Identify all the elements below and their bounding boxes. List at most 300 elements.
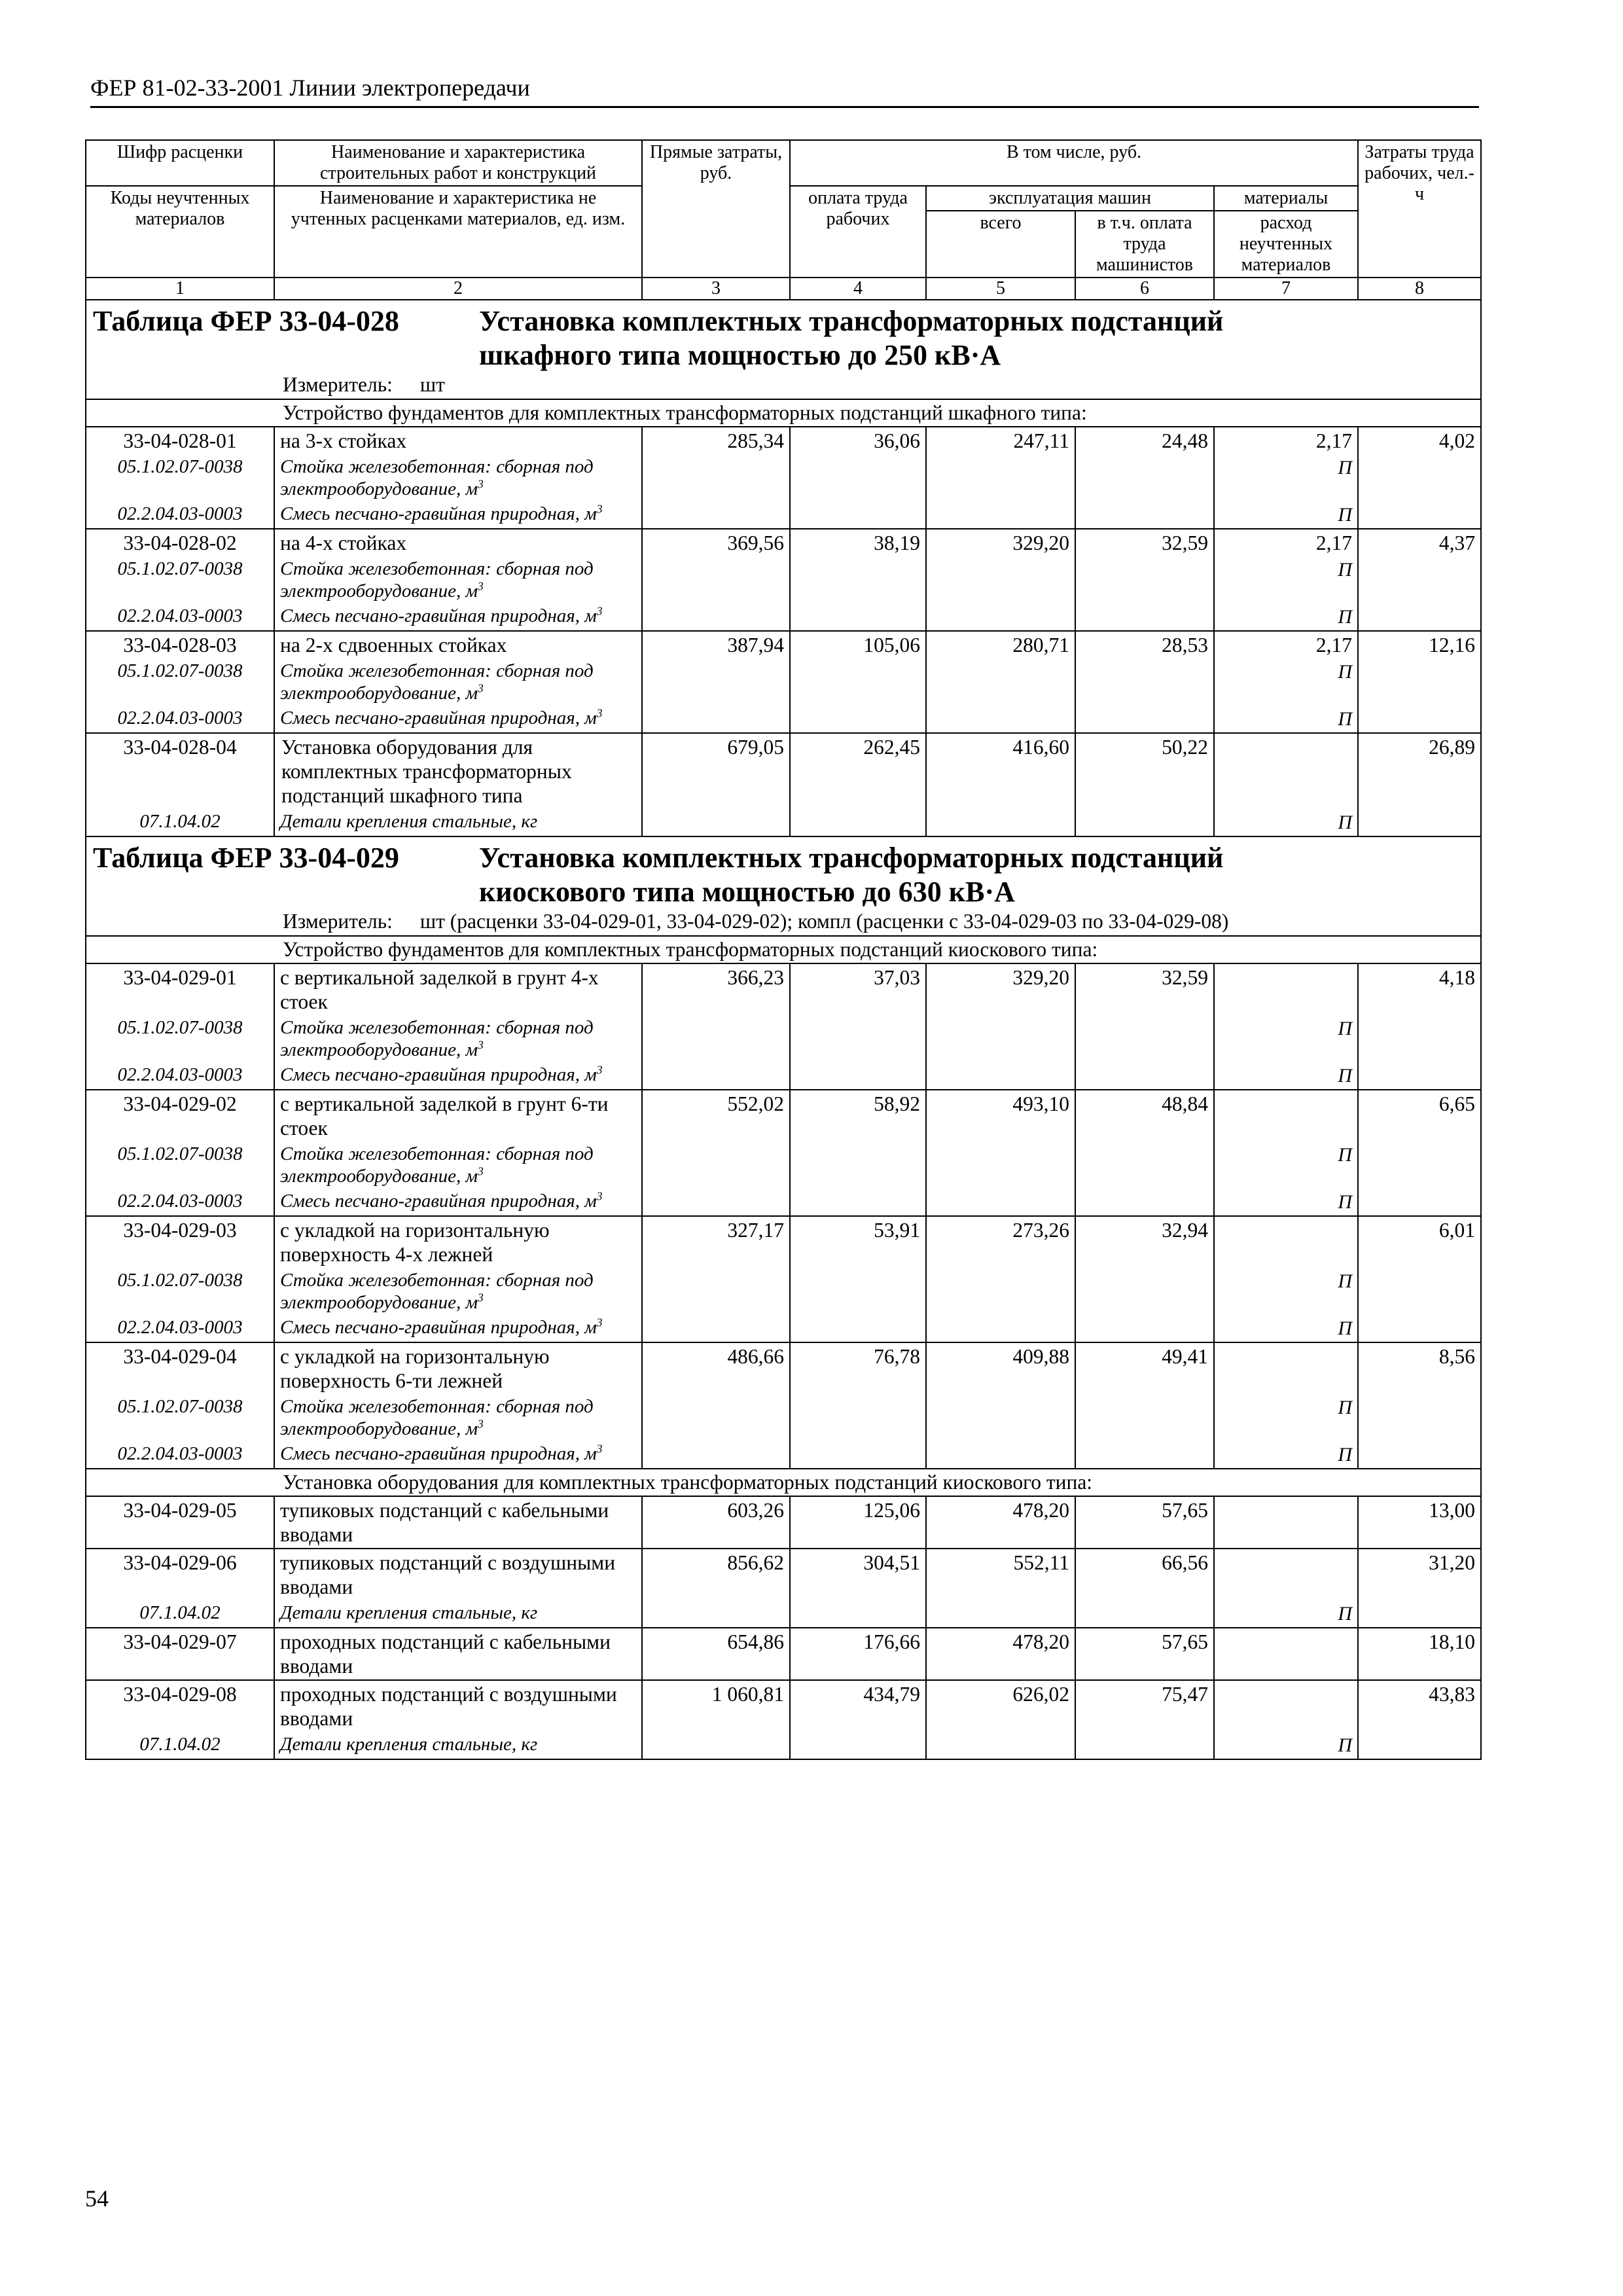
table-number-spacer	[93, 338, 479, 372]
material-code: 05.1.02.07-0038	[86, 658, 274, 706]
header-machine-ops: эксплуатация машин	[926, 186, 1214, 211]
measure-unit	[93, 909, 1474, 934]
machines-total: 478,20	[926, 1496, 1075, 1549]
empty-cell	[1358, 1315, 1481, 1342]
empty-cell	[1358, 1268, 1481, 1315]
machines-total: 478,20	[926, 1628, 1075, 1680]
empty-cell	[790, 1441, 926, 1469]
measure-value: шт	[419, 373, 445, 396]
table-title-line	[93, 304, 1474, 338]
labor-hours: 4,37	[1358, 529, 1481, 556]
material-flag: П	[1214, 1315, 1358, 1342]
table-title-continued: киоскового типа мощностью до 630 кВ·А	[479, 876, 1015, 908]
empty-cell	[790, 501, 926, 529]
empty-cell	[1075, 556, 1214, 603]
material-flag: П	[1214, 809, 1358, 836]
material-name	[274, 1394, 642, 1441]
empty-cell	[1075, 1315, 1214, 1342]
header-work-name: Наименование и характеристика строительных работ и конструкций	[274, 140, 642, 186]
material-name-text: Стойка железобетонная: сборная под электрооборудование, м	[280, 1143, 594, 1187]
materials-cost	[1214, 1549, 1358, 1600]
material-code: 07.1.04.02	[86, 1600, 274, 1628]
empty-cell	[642, 1441, 790, 1469]
empty-cell	[1075, 1062, 1214, 1090]
material-name	[274, 1268, 642, 1315]
section-heading: Устройство фундаментов для комплектных трансформаторных подстанций киоскового типа:	[86, 936, 1481, 963]
empty-cell	[1075, 1441, 1214, 1469]
header-machinists-pay: в т.ч. оплата труда машинистов	[1075, 211, 1214, 278]
empty-cell	[926, 501, 1075, 529]
rate-row	[86, 1628, 1481, 1680]
material-name-text: Смесь песчано-гравийная природная, м	[280, 1443, 597, 1464]
rate-name: проходных подстанций с кабельными вводами	[274, 1628, 642, 1680]
empty-cell	[1358, 1141, 1481, 1189]
material-code: 02.2.04.03-0003	[86, 1189, 274, 1216]
material-name	[274, 1315, 642, 1342]
labor-hours: 13,00	[1358, 1496, 1481, 1549]
empty-cell	[642, 706, 790, 733]
table-title-continued: шкафного типа мощностью до 250 кВ·А	[479, 339, 1001, 371]
section-heading-row	[86, 1469, 1481, 1496]
table-body	[86, 300, 1481, 1759]
section-heading-row	[86, 399, 1481, 427]
material-flag: П	[1214, 454, 1358, 501]
material-row	[86, 501, 1481, 529]
direct-costs: 856,62	[642, 1549, 790, 1600]
empty-cell	[790, 1394, 926, 1441]
rate-code: 33-04-029-06	[86, 1549, 274, 1600]
material-flag: П	[1214, 1600, 1358, 1628]
material-name	[274, 1189, 642, 1216]
empty-cell	[1075, 809, 1214, 836]
header-materials: материалы	[1214, 186, 1358, 211]
direct-costs: 387,94	[642, 631, 790, 658]
unit-superscript: 3	[596, 1189, 603, 1203]
rate-row	[86, 1496, 1481, 1549]
price-table	[85, 139, 1482, 1760]
materials-cost	[1214, 1496, 1358, 1549]
empty-cell	[642, 556, 790, 603]
machinists-pay: 32,59	[1075, 963, 1214, 1015]
material-name	[274, 658, 642, 706]
material-flag: П	[1214, 1268, 1358, 1315]
material-row	[86, 1315, 1481, 1342]
material-row	[86, 1015, 1481, 1062]
column-number: 4	[790, 278, 926, 300]
machines-total: 552,11	[926, 1549, 1075, 1600]
empty-cell	[926, 1600, 1075, 1628]
labor-hours: 4,02	[1358, 427, 1481, 454]
rate-code: 33-04-029-04	[86, 1342, 274, 1394]
empty-cell	[1358, 454, 1481, 501]
labor-hours: 43,83	[1358, 1680, 1481, 1732]
empty-cell	[790, 809, 926, 836]
unit-superscript: 3	[596, 1063, 603, 1077]
header-labor-pay: оплата труда рабочих	[790, 186, 926, 278]
material-flag: П	[1214, 1141, 1358, 1189]
empty-cell	[926, 1141, 1075, 1189]
material-row	[86, 1441, 1481, 1469]
empty-cell	[790, 706, 926, 733]
section-heading-row	[86, 936, 1481, 963]
empty-cell	[1075, 1189, 1214, 1216]
empty-cell	[790, 1189, 926, 1216]
empty-cell	[1358, 809, 1481, 836]
machines-total: 329,20	[926, 963, 1075, 1015]
material-name-text: Смесь песчано-гравийная природная, м	[280, 503, 597, 524]
empty-cell	[926, 706, 1075, 733]
empty-cell	[1075, 1600, 1214, 1628]
rate-name: на 3-х стойках	[274, 427, 642, 454]
header-rate-code: Шифр расценки	[86, 140, 274, 186]
table-title-row	[86, 836, 1481, 936]
direct-costs: 1 060,81	[642, 1680, 790, 1732]
material-row	[86, 809, 1481, 836]
table-title: Установка комплектных трансформаторных подстанций	[479, 305, 1224, 337]
material-name-text: Стойка железобетонная: сборная под электрооборудование, м	[280, 1396, 594, 1439]
empty-cell	[1358, 658, 1481, 706]
material-name-text: Стойка железобетонная: сборная под электрооборудование, м	[280, 1017, 594, 1060]
empty-cell	[926, 454, 1075, 501]
material-code: 02.2.04.03-0003	[86, 1441, 274, 1469]
empty-cell	[790, 1141, 926, 1189]
unit-superscript: 3	[477, 1164, 484, 1178]
machines-total: 329,20	[926, 529, 1075, 556]
empty-cell	[790, 1015, 926, 1062]
table-title-block	[86, 300, 1481, 399]
machines-total: 273,26	[926, 1216, 1075, 1268]
material-flag: П	[1214, 1062, 1358, 1090]
labor-pay: 76,78	[790, 1342, 926, 1394]
header-labor-hours: Затраты труда рабочих, чел.-ч	[1358, 140, 1481, 278]
empty-cell	[790, 603, 926, 631]
column-number: 3	[642, 278, 790, 300]
rate-name: Установка оборудования для комплектных трансформаторных подстанций шкафного типа	[274, 733, 642, 809]
empty-cell	[926, 1315, 1075, 1342]
empty-cell	[642, 1315, 790, 1342]
empty-cell	[642, 809, 790, 836]
rate-code: 33-04-028-02	[86, 529, 274, 556]
unit-superscript: 3	[596, 1316, 603, 1329]
material-code: 05.1.02.07-0038	[86, 1394, 274, 1441]
materials-cost	[1214, 733, 1358, 809]
rate-code: 33-04-029-03	[86, 1216, 274, 1268]
empty-cell	[1358, 1732, 1481, 1759]
material-name-text: Смесь песчано-гравийная природная, м	[280, 1191, 597, 1211]
labor-hours: 4,18	[1358, 963, 1481, 1015]
material-row	[86, 556, 1481, 603]
material-name	[274, 454, 642, 501]
empty-cell	[642, 1141, 790, 1189]
material-code: 05.1.02.07-0038	[86, 1141, 274, 1189]
labor-hours: 31,20	[1358, 1549, 1481, 1600]
empty-cell	[926, 603, 1075, 631]
rate-row	[86, 529, 1481, 556]
column-number: 8	[1358, 278, 1481, 300]
empty-cell	[1358, 501, 1481, 529]
labor-pay: 36,06	[790, 427, 926, 454]
empty-cell	[1358, 1441, 1481, 1469]
column-number: 6	[1075, 278, 1214, 300]
direct-costs: 285,34	[642, 427, 790, 454]
empty-cell	[1358, 1062, 1481, 1090]
material-flag: П	[1214, 1441, 1358, 1469]
empty-cell	[1075, 454, 1214, 501]
rate-row	[86, 1090, 1481, 1141]
empty-cell	[642, 1015, 790, 1062]
empty-cell	[1358, 603, 1481, 631]
direct-costs: 327,17	[642, 1216, 790, 1268]
column-number: 7	[1214, 278, 1358, 300]
unit-superscript: 3	[596, 1442, 603, 1456]
table-title-line	[93, 338, 1474, 372]
unit-superscript: 3	[477, 579, 484, 593]
material-name-text: Стойка железобетонная: сборная под электрооборудование, м	[280, 1270, 594, 1313]
column-number: 5	[926, 278, 1075, 300]
material-flag: П	[1214, 556, 1358, 603]
material-code: 02.2.04.03-0003	[86, 706, 274, 733]
section-heading: Устройство фундаментов для комплектных трансформаторных подстанций шкафного типа:	[86, 399, 1481, 427]
direct-costs: 603,26	[642, 1496, 790, 1549]
rate-name: на 4-х стойках	[274, 529, 642, 556]
table-title-line	[93, 875, 1474, 909]
direct-costs: 679,05	[642, 733, 790, 809]
material-name-text: Стойка железобетонная: сборная под электрооборудование, м	[280, 660, 594, 704]
materials-cost	[1214, 1216, 1358, 1268]
labor-pay: 38,19	[790, 529, 926, 556]
rate-row	[86, 733, 1481, 809]
material-row	[86, 1189, 1481, 1216]
material-name-text: Смесь песчано-гравийная природная, м	[280, 1064, 597, 1085]
rate-name: с укладкой на горизонтальную поверхность 4-х лежней	[274, 1216, 642, 1268]
materials-cost: 2,17	[1214, 631, 1358, 658]
empty-cell	[1075, 658, 1214, 706]
machinists-pay: 50,22	[1075, 733, 1214, 809]
empty-cell	[790, 556, 926, 603]
machinists-pay: 66,56	[1075, 1549, 1214, 1600]
empty-cell	[790, 1732, 926, 1759]
materials-cost	[1214, 1090, 1358, 1141]
empty-cell	[1075, 1268, 1214, 1315]
material-code: 07.1.04.02	[86, 809, 274, 836]
empty-cell	[642, 658, 790, 706]
machines-total: 247,11	[926, 427, 1075, 454]
table-header	[86, 140, 1481, 300]
empty-cell	[1358, 1015, 1481, 1062]
table-number: Таблица ФЕР 33-04-028	[93, 305, 399, 337]
material-code: 05.1.02.07-0038	[86, 454, 274, 501]
rate-name: с вертикальной заделкой в грунт 6-ти стоек	[274, 1090, 642, 1141]
machinists-pay: 28,53	[1075, 631, 1214, 658]
unit-superscript: 3	[477, 477, 484, 491]
empty-cell	[1075, 603, 1214, 631]
material-flag: П	[1214, 1732, 1358, 1759]
labor-pay: 53,91	[790, 1216, 926, 1268]
machines-total: 493,10	[926, 1090, 1075, 1141]
table-title-line	[93, 841, 1474, 875]
material-name	[274, 1600, 642, 1628]
direct-costs: 369,56	[642, 529, 790, 556]
unit-superscript: 3	[477, 1291, 484, 1304]
measure-unit	[93, 372, 1474, 397]
material-name	[274, 501, 642, 529]
empty-cell	[790, 1268, 926, 1315]
material-name	[274, 1732, 642, 1759]
materials-cost	[1214, 1628, 1358, 1680]
table-title: Установка комплектных трансформаторных подстанций	[479, 842, 1224, 874]
materials-cost	[1214, 963, 1358, 1015]
column-numbers-row	[86, 278, 1481, 300]
empty-cell	[642, 454, 790, 501]
machinists-pay: 49,41	[1075, 1342, 1214, 1394]
rate-row	[86, 1342, 1481, 1394]
material-name-text: Детали крепления стальные, кг	[280, 1734, 538, 1755]
rate-row	[86, 631, 1481, 658]
empty-cell	[1075, 1015, 1214, 1062]
header-in-total: В том числе, руб.	[790, 140, 1358, 186]
rate-row	[86, 1680, 1481, 1732]
material-name-text: Стойка железобетонная: сборная под электрооборудование, м	[280, 558, 594, 601]
measure-label: Измеритель:	[283, 373, 393, 396]
empty-cell	[1358, 706, 1481, 733]
material-row	[86, 603, 1481, 631]
unit-superscript: 3	[477, 681, 484, 695]
empty-cell	[1358, 1189, 1481, 1216]
material-name-text: Детали крепления стальные, кг	[280, 1602, 538, 1623]
machinists-pay: 75,47	[1075, 1680, 1214, 1732]
column-number: 2	[274, 278, 642, 300]
machines-total: 409,88	[926, 1342, 1075, 1394]
empty-cell	[642, 1062, 790, 1090]
empty-cell	[790, 1062, 926, 1090]
empty-cell	[790, 1600, 926, 1628]
header-machines-total: всего	[926, 211, 1075, 278]
material-name	[274, 603, 642, 631]
machinists-pay: 32,59	[1075, 529, 1214, 556]
machinists-pay: 32,94	[1075, 1216, 1214, 1268]
material-name	[274, 556, 642, 603]
empty-cell	[1358, 1600, 1481, 1628]
empty-cell	[926, 1394, 1075, 1441]
material-flag: П	[1214, 501, 1358, 529]
unit-superscript: 3	[477, 1038, 484, 1052]
material-name	[274, 1062, 642, 1090]
labor-hours: 6,65	[1358, 1090, 1481, 1141]
section-heading: Установка оборудования для комплектных трансформаторных подстанций киоскового типа:	[86, 1469, 1481, 1496]
machinists-pay: 48,84	[1075, 1090, 1214, 1141]
labor-hours: 8,56	[1358, 1342, 1481, 1394]
empty-cell	[790, 1315, 926, 1342]
labor-pay: 37,03	[790, 963, 926, 1015]
material-name-text: Стойка железобетонная: сборная под электрооборудование, м	[280, 456, 594, 499]
labor-hours: 6,01	[1358, 1216, 1481, 1268]
labor-pay: 304,51	[790, 1549, 926, 1600]
material-row	[86, 1062, 1481, 1090]
rate-code: 33-04-029-02	[86, 1090, 274, 1141]
machinists-pay: 57,65	[1075, 1628, 1214, 1680]
material-row	[86, 1732, 1481, 1759]
unit-superscript: 3	[596, 604, 603, 618]
direct-costs: 654,86	[642, 1628, 790, 1680]
rate-code: 33-04-029-05	[86, 1496, 274, 1549]
table-number: Таблица ФЕР 33-04-029	[93, 842, 399, 874]
labor-hours: 18,10	[1358, 1628, 1481, 1680]
material-row	[86, 1394, 1481, 1441]
materials-cost	[1214, 1680, 1358, 1732]
unit-superscript: 3	[596, 502, 603, 516]
empty-cell	[1358, 556, 1481, 603]
empty-cell	[642, 501, 790, 529]
measure-value: шт (расценки 33-04-029-01, 33-04-029-02); компл (расценки с 33-04-029-03 по 33-04-029-08)	[419, 910, 1229, 933]
material-name-text: Смесь песчано-гравийная природная, м	[280, 708, 597, 728]
material-row	[86, 1600, 1481, 1628]
material-flag: П	[1214, 658, 1358, 706]
material-code: 02.2.04.03-0003	[86, 603, 274, 631]
material-name	[274, 706, 642, 733]
unit-superscript: 3	[477, 1417, 484, 1431]
empty-cell	[926, 1732, 1075, 1759]
empty-cell	[1075, 1394, 1214, 1441]
rate-code: 33-04-028-03	[86, 631, 274, 658]
empty-cell	[1075, 1141, 1214, 1189]
rate-code: 33-04-029-08	[86, 1680, 274, 1732]
materials-cost: 2,17	[1214, 427, 1358, 454]
material-name	[274, 809, 642, 836]
material-flag: П	[1214, 1189, 1358, 1216]
rate-row	[86, 963, 1481, 1015]
material-flag: П	[1214, 1394, 1358, 1441]
header-material-codes: Коды неучтенных материалов	[86, 186, 274, 278]
empty-cell	[926, 1441, 1075, 1469]
material-name	[274, 1141, 642, 1189]
header-material-names: Наименование и характеристика не учтенных расценками материалов, ед. изм.	[274, 186, 642, 278]
empty-cell	[642, 1394, 790, 1441]
labor-pay: 434,79	[790, 1680, 926, 1732]
rate-name: на 2-х сдвоенных стойках	[274, 631, 642, 658]
rate-code: 33-04-029-07	[86, 1628, 274, 1680]
labor-pay: 58,92	[790, 1090, 926, 1141]
labor-pay: 176,66	[790, 1628, 926, 1680]
direct-costs: 366,23	[642, 963, 790, 1015]
empty-cell	[926, 1268, 1075, 1315]
material-flag: П	[1214, 603, 1358, 631]
empty-cell	[642, 603, 790, 631]
material-code: 02.2.04.03-0003	[86, 1062, 274, 1090]
material-code: 02.2.04.03-0003	[86, 501, 274, 529]
empty-cell	[790, 658, 926, 706]
machinists-pay: 24,48	[1075, 427, 1214, 454]
empty-cell	[642, 1189, 790, 1216]
rate-row	[86, 1549, 1481, 1600]
direct-costs: 552,02	[642, 1090, 790, 1141]
material-code: 05.1.02.07-0038	[86, 1268, 274, 1315]
empty-cell	[926, 1015, 1075, 1062]
rate-name: тупиковых подстанций с воздушными вводами	[274, 1549, 642, 1600]
page-number: 54	[85, 2185, 109, 2212]
header-direct-costs: Прямые затраты, руб.	[642, 140, 790, 278]
table-title-row	[86, 300, 1481, 399]
running-header: ФЕР 81-02-33-2001 Линии электропередачи	[90, 73, 1479, 108]
material-row	[86, 1268, 1481, 1315]
material-name-text: Смесь песчано-гравийная природная, м	[280, 1317, 597, 1338]
empty-cell	[926, 1189, 1075, 1216]
rate-row	[86, 1216, 1481, 1268]
empty-cell	[926, 658, 1075, 706]
rate-name: с вертикальной заделкой в грунт 4-х стоек	[274, 963, 642, 1015]
material-row	[86, 658, 1481, 706]
empty-cell	[1075, 1732, 1214, 1759]
materials-cost	[1214, 1342, 1358, 1394]
